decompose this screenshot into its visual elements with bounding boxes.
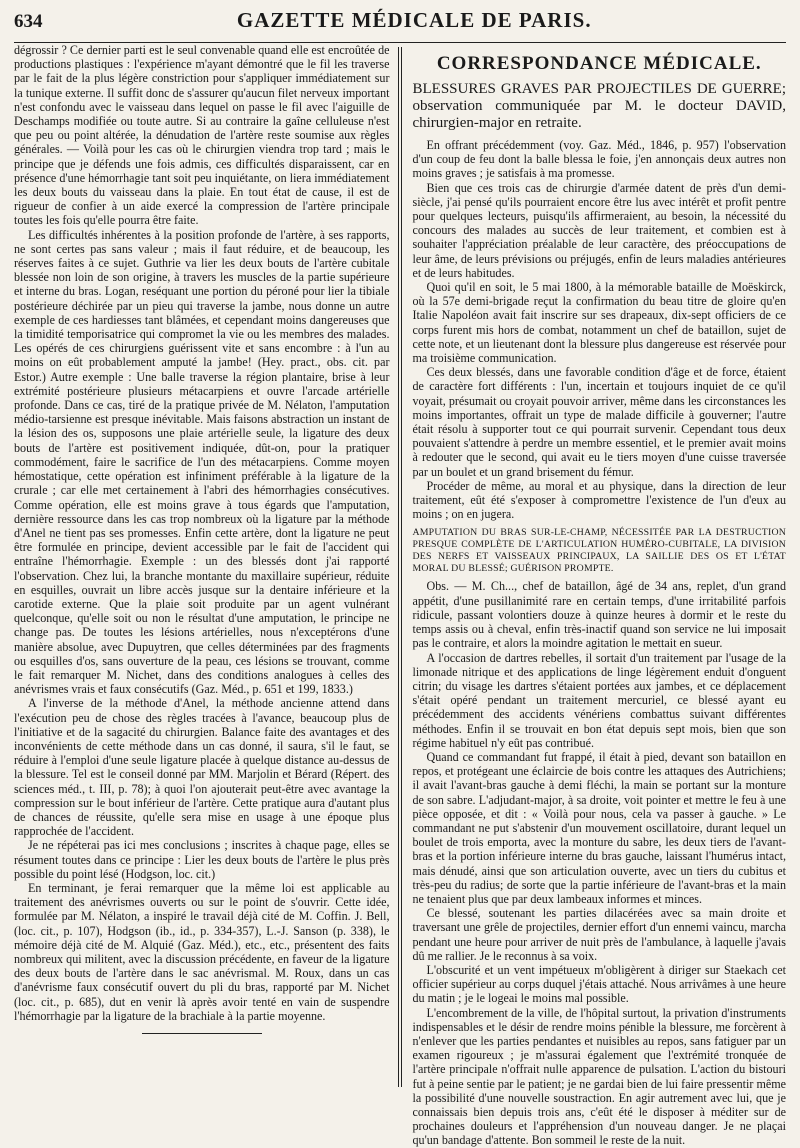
case-paragraph: Quand ce commandant fut frappé, il était à pied, devant son bataillon en repos, et protégeant une éclaircie de bois contre les attaques des Autrichiens; il avait l'avant-bras gauche à demi fléchi, la main se portant sur la monture de son sabre. L'adjudant-major, à sa droite, voit pointer et mettre le feu à une pièce opposée, et dit : « Voilà pour nous, cela va passer à gauche. » Le commandant ne put s'abstenir d'un mouvement oscillatoire, durant lequel un boulet de trois emporta, avec la monture du sabre, les deux tiers de l'avant-bras et la portion inférieure interne du bras gauche, laissant l'humérus intact, mais dénudé, ainsi que son articulation ouverte, avec un tiers du cubitus et très-peu du radius; de sorte que la partie inférieure de l'avant-bras et la main ne tenaient plus que par deux lambeaux informes et minces. <box>412 749 786 906</box>
article-columns <box>14 43 786 1148</box>
right-paragraph: Quoi qu'il en soit, le 5 mai 1800, à la mémorable bataille de Moëskirck, où la 57e demi-brigade reçut la confirmation du beau titre de gloire qu'en Italie Napoléon avait fait inscrire sur ses drapeaux, dix-sept officiers de ce corps furent mis hors de combat, notamment un chef de bataillon, sujet de cette note, et un lieutenant dont la blessure plus dangereuse est réservée pour ma troisième communication. <box>412 280 786 366</box>
case-paragraph: A l'occasion de dartres rebelles, il sortait d'un traitement par l'usage de la limonade nitrique et des applications de linge légèrement enduit d'onguent citrin; du visage les dartres s'étaient portées aux jambes, et ce déplacement s'était opéré pendant un traitement mercuriel, ce blessé ayant eu précédemment des accidents vénériens combattus suivant différentes méthodes. Enfin il se trouvait en bon état depuis sept mois, bien que son régime habituel n'y eût pas contribué. <box>412 650 786 750</box>
page-header <box>14 8 786 43</box>
case-paragraph: L'encombrement de la ville, de l'hôpital surtout, la privation d'instruments indispensables et le désir de rendre moins pénible la blessure, me forcèrent à n'enlever que les parties pendantes et nuisibles au repos, sans fatiguer par un examen rigoureux ; je m'assurai également que l'extrémité tronquée de l'artère principale n'offrait nulle apparence de pulsation. L'action du bistouri fut à peine sentie par le patient; je ne gardai bien de lui faire pressentir même la possibilité d'une nouvelle soustraction. En agir autrement avec lui, que je connaissais bien depuis trois ans, c'eût été le disposer à méditer sur de prochaines douleurs et l'appréhension d'un nouveau danger. Je ne plaçai qu'un bandage d'attente. Bon sommeil le reste de la nuit. <box>412 1005 786 1148</box>
left-paragraph: dégrossir ? Ce dernier parti est le seul convenable quand elle est encroûtée de productions plastiques : l'expérience m'ayant démontré que le fil les traverse par le fait de la plus légère constriction pour s'appliquer immédiatement sur la tunique externe. Il suffit donc de s'assurer qu'aucun filet nerveux important n'est confondu avec le vaisseau dans lequel on passe le fil avec l'aiguille de Deschamps modifiée ou toute autre. Si au contraire la gaîne celluleuse n'est que peu ou point altérée, la dénudation de l'artère reste soumise aux règles générales. — Voilà pour les cas où le chirurgien viendra trop tard ; mais le principe que je défends une fois admis, ces difficultés disparaissent, car en présence d'une hémorrhagie tant soit peu inquiétante, on liera immédiatement les deux bouts du vaisseau dans la plaie. En tout état de cause, il est de rigueur de confier à un aide exercé la compression de l'artère principale toutes les fois qu'elle pourra être faite. <box>14 43 390 228</box>
left-paragraph: A l'inverse de la méthode d'Anel, la méthode ancienne attend dans l'exécution peu de chose des règles tracées à l'avance, beaucoup plus de l'initiative et de la sagacité du chirurgien. Balance faite des avantages et des inconvénients de cette méthode dans un cas donné, il saura, s'il le faut, se réduire à l'emploi d'une seule ligature placée à quelque distance au-dessus de la blessure. Tel est le conseil donné par MM. Marjolin et Bérard (Répert. des sciences méd., t. III, p. 78); à quoi l'on ajouterait peut-être avec avantage la compression sur le bout inférieur de l'artère. Cette pratique aura d'autant plus de chances de réussite, qu'elle sera mise en usage à une époque plus rapprochée de l'accident. <box>14 696 390 839</box>
right-paragraph: En offrant précédemment (voy. Gaz. Méd., 1846, p. 957) l'observation d'un coup de feu dont la balle blessa le foie, j'en annonçais deux autres non moins graves ; je satisfais à ma promesse. <box>412 138 786 181</box>
end-divider <box>142 1033 262 1034</box>
left-paragraph: Les difficultés inhérentes à la position profonde de l'artère, à ses rapports, ne sont certes pas sans valeur ; mais il faut réduire, et de beaucoup, les réserves faites à ce sujet. Guthrie va lier les deux bouts de l'artère cubitale blessée non loin de son origine, à travers les muscles de la partie supérieure et interne du bras. Logan, reséquant une portion du péroné pour lier la tibiale postérieure déchirée par un pieu qui traverse la jambe, nous donne un autre exemple de ces hardiesses tant blâmées, et cependant moins dangereuses que la timidité temporisatrice qui compromet la vie ou les membres des malades. Les opérés de ces chirurgiens guérissent vite et sans encombre : à l'un au moins on eût probablement amputé la jambe! (Hey. pract., obs. cit. par Estor.) Autre exemple : Une balle traverse la région plantaire, brise à leur extrémité postérieure plusieurs métacarpiens et ouvre l'arcade artérielle profonde. Dans ce cas, tiré de la pratique privée de M. Nélaton, l'amputation médio-tarsienne est presque inévitable. Mais faisons abstraction un instant de la lésion des os, supposons une plaie artérielle seule, la ligature des deux bouts de l'artère est positivement indiquée, dût-on, pour la pratiquer commodément, faire le sacrifice de l'un des métacarpiens. Comme moyen hémostatique, cette opération est infiniment préférable à la ligature de la crurale ; car elle met certainement à l'abri des hémorrhagies consécutives. Comme opération, elle est moins grave à tous égards que l'amputation, dernière ressource dans les cas trop nombreux où la ligature par la méthode d'Anel ne tient pas ses promesses. Enfin cette artère, dont la ligature ne peut être formulée en principe, devient accessible par le fait de l'accident qui entraîne l'hémorrhagie. Exemple : un des blessés dont j'ai rapporté l'observation. Chez lui, la branche montante du maxillaire supérieur, réduite en esquilles, ouvrait un libre accès jusque sur la dentaire inférieure et la carotide externe. Que la plaie soit produite par un agent vulnérant quelconque, qu'elle soit ou non le résultat d'une amputation, le principe ne change pas. De toutes les lésions artérielles, nous n'exceptérons d'une manière absolue, avec Dupuytren, que celles déterminées par des fragments ou esquilles d'os, sans ouverture de la peau, ces lésions se trouvant, comme le fait remarquer M. Nichet, dans des conditions analogues à celles des anévrismes vrais et faux consécutifs (Gaz. Méd., p. 651 et 199, 1833.) <box>14 227 390 697</box>
case-paragraph: Obs. — M. Ch..., chef de bataillon, âgé de 34 ans, replet, d'un grand appétit, d'une pusillanimité rare en certain temps, d'une irritabilité parfois ridicule, passant volontiers douze à quinze heures à dormir et le reste du temps assis ou à cheval, enfin très-inactif quand son service ne lui imposait pas le contraire, et alors la moindre agitation le mettait en sueur. <box>412 579 786 651</box>
case-paragraph: L'obscurité et un vent impétueux m'obligèrent à diriger sur Staekach cet officier supérieur au corps duquel j'étais attaché. Nous arrivâmes à une heure du matin ; je le logeai le moins mal possible. <box>412 962 786 1006</box>
right-paragraph: Bien que ces trois cas de chirurgie d'armée datent de près d'un demi-siècle, j'ai pensé qu'ils pourraient encore être lus avec intérêt et profit pentre pour quelques lecteurs, puisqu'ils affirmeraient, au besoin, la nécessité du concours des malades au succès de leur traitement, et combien est à souhaiter l'appréciation préalable de leur caractère, des préoccupations de leur âme, de leurs prévisions ou préjugés, enfin de leurs maladies antérieures et de leurs habitudes. <box>412 180 786 280</box>
left-paragraph: En terminant, je ferai remarquer que la même loi est applicable au traitement des anévrismes ouverts ou sur le point de s'ouvrir. Cette idée, formulée par M. Nélaton, a inspiré le travail déjà cité de M. Coffin. J. Bell, (loc. cit., p. 107), Hodgson (ib., id., p. 334-357), L.-J. Sanson (p. 338), le mémoire déjà cité de M. Alquié (Gaz. Méd.), etc., etc., présentent des faits nombreux qui militent, avec la discussion précédente, en faveur de la ligature des deux bouts de l'artère dans le sac anévrismal. M. Roux, dans un cas d'anévrisme faux consécutif ouvert du pli du bras, rapporté par M. Nichet (loc. cit., p. 685), dut en venir là après avoir tenté en vain de suspendre l'hémorrhagie par la ligature de la brachiale à la partie moyenne. <box>14 880 390 1023</box>
section-title: CORRESPONDANCE MÉDICALE. <box>436 53 762 74</box>
article-title: BLESSURES GRAVES PAR PROJECTILES DE GUERRE; observation communiquée par M. le docteur DAVID, chirurgien-major en retraite. <box>412 81 786 131</box>
journal-title: GAZETTE MÉDICALE DE PARIS. <box>236 8 592 32</box>
right-column <box>402 43 786 1148</box>
case-paragraph: Ce blessé, soutenant les parties dilacérées avec sa main droite et traversant une grêle de projectiles, dernier effort d'un ennemi vaincu, marcha pendant une heure pour arriver de nuit près de l'ambulance, à laquelle j'avais dû me rallier. Je le reconnus à sa voix. <box>412 906 786 963</box>
left-column <box>14 43 398 1091</box>
left-paragraph: Je ne répéterai pas ici mes conclusions ; inscrites à chaque page, elles se résument toutes dans ce principe : Lier les deux bouts de l'artère le plus près possible du point lésé (Hodgson, loc. cit.) <box>14 838 390 881</box>
page-number: 634 <box>14 11 43 32</box>
right-paragraph: Ces deux blessés, dans une favorable condition d'âge et de force, étaient de caractère fort différents : l'un, incertain et toujours inquiet de ce qu'il voyait, présumait ou croyait pouvoir arriver, même dans les circonstances les moins importantes, offrait un type de malade difficile à gouverner; l'autre était résolu à supporter tout ce qui pourrait survenir. Cependant tous deux pouvaient s'attendre à perdre un membre essentiel, et le premier avait moins à redouter que le second, qui avait eu le tiers moyen d'une cuisse traversée par un boulet et un grand brisement du fémur. <box>412 365 786 479</box>
case-title: AMPUTATION DU BRAS SUR-LE-CHAMP, NÉCESSITÉE PAR LA DESTRUCTION PRESQUE COMPLÈTE DE L'ARTICULATION HUMÉRO-CUBITALE, LA DIVISION DES NERFS ET VAISSEAUX PRINCIPAUX, LA SAILLIE DES OS ET L'ÉTAT MORAL DU BLESSÉ; GUÉRISON PROMPTE. <box>412 527 786 575</box>
right-paragraph: Procéder de même, au moral et au physique, dans la direction de leur traitement, eût été s'exposer à compromettre l'existence de l'un d'eux au moins ; on en jugera. <box>412 478 786 522</box>
